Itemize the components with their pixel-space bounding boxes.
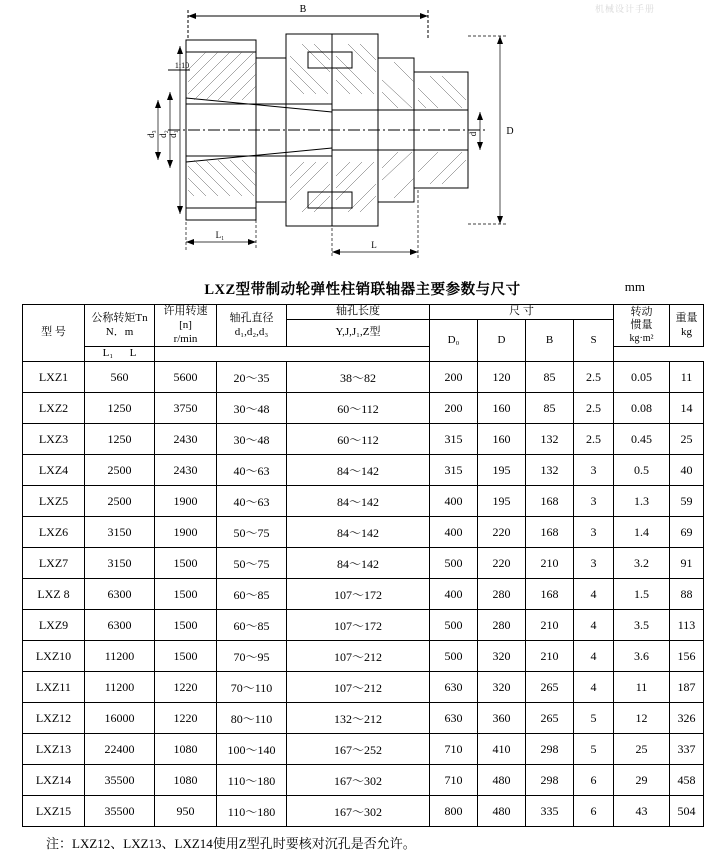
header-bore-dia xyxy=(217,305,287,347)
cell-inertia: 1.4 xyxy=(614,517,670,548)
cell-bore-dia: 40～63 xyxy=(217,455,287,486)
header-inertia xyxy=(614,305,670,347)
table-row xyxy=(23,579,704,610)
header-S: S xyxy=(574,319,614,361)
header-speed-line2: [n] xyxy=(179,318,192,331)
cell-model: LXZ9 xyxy=(23,610,85,641)
cell-speed: 1080 xyxy=(155,765,217,796)
cell-speed: 1220 xyxy=(155,703,217,734)
cell-D: 480 xyxy=(478,796,526,827)
cell-weight: 88 xyxy=(670,579,704,610)
header-model: 型 号 xyxy=(23,305,85,362)
header-inertia-line1: 转动 xyxy=(630,305,653,318)
cell-inertia: 0.5 xyxy=(614,455,670,486)
cell-bore-dia: 60～85 xyxy=(217,610,287,641)
svg-text:d₃: d₃ xyxy=(145,130,156,138)
table-title-row xyxy=(0,274,725,304)
cell-d0: 500 xyxy=(430,610,478,641)
cell-torque: 1250 xyxy=(85,424,155,455)
cell-S: 3 xyxy=(574,517,614,548)
cell-inertia: 29 xyxy=(614,765,670,796)
header-torque-line1: 公称转矩Tn xyxy=(91,311,148,324)
cell-model: LXZ14 xyxy=(23,765,85,796)
cell-inertia: 3.2 xyxy=(614,548,670,579)
cell-B: 210 xyxy=(526,641,574,672)
cell-D: 195 xyxy=(478,486,526,517)
cell-d0: 400 xyxy=(430,517,478,548)
header-bore-type: Y,J,J₁,Z型 xyxy=(287,319,430,347)
header-weight xyxy=(670,305,704,347)
cell-speed: 1900 xyxy=(155,517,217,548)
header-weight-unit: kg xyxy=(681,325,692,338)
cell-model: LXZ11 xyxy=(23,672,85,703)
cell-weight: 458 xyxy=(670,765,704,796)
cell-S: 3 xyxy=(574,548,614,579)
cell-B: 210 xyxy=(526,610,574,641)
cell-bore-len: 167～302 xyxy=(287,796,430,827)
cell-D: 480 xyxy=(478,765,526,796)
svg-text:L₁: L₁ xyxy=(215,230,224,240)
cell-D: 160 xyxy=(478,424,526,455)
cell-S: 4 xyxy=(574,672,614,703)
cell-D: 320 xyxy=(478,641,526,672)
cell-bore-len: 132～212 xyxy=(287,703,430,734)
cell-d0: 500 xyxy=(430,641,478,672)
cell-weight: 326 xyxy=(670,703,704,734)
header-speed xyxy=(155,305,217,347)
cell-B: 168 xyxy=(526,517,574,548)
cell-d0: 710 xyxy=(430,765,478,796)
header-bore-dia-line2: d₁,d₂,d₃ xyxy=(234,325,269,338)
cell-weight: 69 xyxy=(670,517,704,548)
cell-torque: 11200 xyxy=(85,672,155,703)
cell-D: 280 xyxy=(478,610,526,641)
cell-D: 280 xyxy=(478,579,526,610)
header-speed-line3: r/min xyxy=(173,332,198,345)
cell-model: LXZ15 xyxy=(23,796,85,827)
cell-torque: 16000 xyxy=(85,703,155,734)
cell-torque: 35500 xyxy=(85,796,155,827)
cell-weight: 91 xyxy=(670,548,704,579)
cell-torque: 2500 xyxy=(85,486,155,517)
cell-inertia: 1.5 xyxy=(614,579,670,610)
cell-bore-len: 84～142 xyxy=(287,486,430,517)
cell-speed: 2430 xyxy=(155,455,217,486)
svg-text:d₂: d₂ xyxy=(157,130,168,138)
cell-model: LXZ2 xyxy=(23,393,85,424)
cell-model: LXZ3 xyxy=(23,424,85,455)
cell-speed: 1500 xyxy=(155,579,217,610)
cell-torque: 1250 xyxy=(85,393,155,424)
cell-D: 220 xyxy=(478,517,526,548)
coupling-spec-table xyxy=(22,304,704,827)
cell-model: LXZ 8 xyxy=(23,579,85,610)
cell-speed: 950 xyxy=(155,796,217,827)
coupling-drawing-svg xyxy=(128,0,598,268)
table-row xyxy=(23,734,704,765)
cell-B: 210 xyxy=(526,548,574,579)
cell-torque: 22400 xyxy=(85,734,155,765)
cell-torque: 6300 xyxy=(85,610,155,641)
table-row xyxy=(23,455,704,486)
cell-weight: 40 xyxy=(670,455,704,486)
cell-weight: 59 xyxy=(670,486,704,517)
table-row xyxy=(23,548,704,579)
header-L1: L₁ xyxy=(102,347,114,360)
table-header-row-1 xyxy=(23,305,704,320)
cell-d0: 800 xyxy=(430,796,478,827)
header-d0: D₀ xyxy=(430,319,478,361)
svg-text:d: d xyxy=(467,131,478,137)
svg-text:D: D xyxy=(505,126,514,137)
cell-B: 132 xyxy=(526,455,574,486)
header-torque-line2: N．m xyxy=(105,325,134,338)
cell-d0: 710 xyxy=(430,734,478,765)
header-D: D xyxy=(478,319,526,361)
svg-text:L: L xyxy=(370,240,377,250)
header-L1-L xyxy=(85,347,155,362)
cell-weight: 156 xyxy=(670,641,704,672)
cell-S: 3 xyxy=(574,486,614,517)
cell-bore-len: 107～212 xyxy=(287,641,430,672)
table-note: 注：LXZ12、LXZ13、LXZ14使用Z型孔时要核对沉孔是否允许。 xyxy=(46,836,416,851)
table-row xyxy=(23,765,704,796)
cell-S: 4 xyxy=(574,641,614,672)
header-weight-line1: 重量 xyxy=(675,311,698,324)
header-torque xyxy=(85,305,155,347)
cell-bore-dia: 70～95 xyxy=(217,641,287,672)
table-body xyxy=(23,362,704,827)
cell-inertia: 3.6 xyxy=(614,641,670,672)
cell-inertia: 1.3 xyxy=(614,486,670,517)
cell-B: 168 xyxy=(526,579,574,610)
svg-text:d₁: d₁ xyxy=(167,130,178,138)
cell-bore-len: 107～172 xyxy=(287,610,430,641)
cell-bore-dia: 40～63 xyxy=(217,486,287,517)
cell-d0: 500 xyxy=(430,548,478,579)
cell-S: 6 xyxy=(574,796,614,827)
svg-text:1:10: 1:10 xyxy=(174,61,189,70)
header-B: B xyxy=(526,319,574,361)
header-bore-dia-line1: 轴孔直径 xyxy=(229,311,274,324)
cell-d0: 315 xyxy=(430,455,478,486)
cell-model: LXZ5 xyxy=(23,486,85,517)
cell-model: LXZ6 xyxy=(23,517,85,548)
cell-weight: 113 xyxy=(670,610,704,641)
cell-S: 5 xyxy=(574,734,614,765)
cell-bore-dia: 20～35 xyxy=(217,362,287,393)
cell-S: 2.5 xyxy=(574,362,614,393)
cell-bore-dia: 60～85 xyxy=(217,579,287,610)
cell-model: LXZ1 xyxy=(23,362,85,393)
cell-B: 298 xyxy=(526,734,574,765)
spec-table-wrap xyxy=(0,304,725,827)
cell-torque: 3150 xyxy=(85,517,155,548)
cell-bore-dia: 30～48 xyxy=(217,393,287,424)
cell-speed: 1220 xyxy=(155,672,217,703)
cell-S: 6 xyxy=(574,765,614,796)
cell-B: 85 xyxy=(526,393,574,424)
cell-bore-len: 84～142 xyxy=(287,548,430,579)
cell-d0: 630 xyxy=(430,672,478,703)
cell-weight: 187 xyxy=(670,672,704,703)
table-row xyxy=(23,672,704,703)
cell-weight: 25 xyxy=(670,424,704,455)
cell-weight: 11 xyxy=(670,362,704,393)
cell-inertia: 0.05 xyxy=(614,362,670,393)
cell-speed: 1500 xyxy=(155,610,217,641)
cell-D: 195 xyxy=(478,455,526,486)
cell-S: 2.5 xyxy=(574,424,614,455)
cell-d0: 200 xyxy=(430,362,478,393)
cell-torque: 3150 xyxy=(85,548,155,579)
table-row xyxy=(23,393,704,424)
cell-B: 298 xyxy=(526,765,574,796)
table-row xyxy=(23,703,704,734)
cell-torque: 2500 xyxy=(85,455,155,486)
cell-torque: 11200 xyxy=(85,641,155,672)
cell-inertia: 0.08 xyxy=(614,393,670,424)
cell-bore-len: 60～112 xyxy=(287,424,430,455)
cell-weight: 337 xyxy=(670,734,704,765)
cell-D: 410 xyxy=(478,734,526,765)
cell-weight: 14 xyxy=(670,393,704,424)
cell-bore-dia: 80～110 xyxy=(217,703,287,734)
cell-B: 265 xyxy=(526,672,574,703)
cell-model: LXZ13 xyxy=(23,734,85,765)
cell-speed: 3750 xyxy=(155,393,217,424)
cell-d0: 200 xyxy=(430,393,478,424)
cell-weight: 504 xyxy=(670,796,704,827)
table-row xyxy=(23,424,704,455)
svg-text:B: B xyxy=(299,4,306,15)
header-dims: 尺 寸 xyxy=(430,305,614,320)
cell-inertia: 11 xyxy=(614,672,670,703)
cell-speed: 1500 xyxy=(155,548,217,579)
cell-B: 85 xyxy=(526,362,574,393)
cell-d0: 315 xyxy=(430,424,478,455)
cell-S: 4 xyxy=(574,610,614,641)
cell-bore-len: 107～172 xyxy=(287,579,430,610)
cell-bore-dia: 50～75 xyxy=(217,517,287,548)
cell-inertia: 0.45 xyxy=(614,424,670,455)
cell-S: 4 xyxy=(574,579,614,610)
cell-model: LXZ12 xyxy=(23,703,85,734)
cell-d0: 630 xyxy=(430,703,478,734)
header-speed-line1: 许用转速 xyxy=(163,305,208,317)
cell-D: 220 xyxy=(478,548,526,579)
cell-D: 160 xyxy=(478,393,526,424)
header-inertia-line2: 惯量 xyxy=(630,319,653,332)
cell-model: LXZ7 xyxy=(23,548,85,579)
cell-model: LXZ10 xyxy=(23,641,85,672)
cell-bore-dia: 100～140 xyxy=(217,734,287,765)
cell-B: 168 xyxy=(526,486,574,517)
unit-label: mm xyxy=(624,279,645,294)
cell-inertia: 25 xyxy=(614,734,670,765)
cell-B: 265 xyxy=(526,703,574,734)
cell-torque: 560 xyxy=(85,362,155,393)
cell-S: 3 xyxy=(574,455,614,486)
cell-bore-dia: 30～48 xyxy=(217,424,287,455)
cell-bore-len: 84～142 xyxy=(287,517,430,548)
cell-bore-dia: 70～110 xyxy=(217,672,287,703)
cell-S: 2.5 xyxy=(574,393,614,424)
cell-torque: 35500 xyxy=(85,765,155,796)
cell-B: 132 xyxy=(526,424,574,455)
cell-bore-len: 38～82 xyxy=(287,362,430,393)
cell-d0: 400 xyxy=(430,486,478,517)
cell-bore-len: 167～252 xyxy=(287,734,430,765)
cell-bore-dia: 50～75 xyxy=(217,548,287,579)
cell-bore-len: 107～212 xyxy=(287,672,430,703)
cell-B: 335 xyxy=(526,796,574,827)
cell-bore-len: 60～112 xyxy=(287,393,430,424)
cell-d0: 400 xyxy=(430,579,478,610)
table-row xyxy=(23,796,704,827)
cell-D: 360 xyxy=(478,703,526,734)
header-L: L xyxy=(129,347,137,360)
cell-D: 320 xyxy=(478,672,526,703)
cell-bore-len: 167～302 xyxy=(287,765,430,796)
table-row xyxy=(23,517,704,548)
coupling-figure xyxy=(0,0,725,272)
cell-model: LXZ4 xyxy=(23,455,85,486)
cell-torque: 6300 xyxy=(85,579,155,610)
cell-bore-dia: 110～180 xyxy=(217,765,287,796)
header-bore-len: 轴孔长度 xyxy=(287,305,430,320)
cell-speed: 1500 xyxy=(155,641,217,672)
cell-inertia: 3.5 xyxy=(614,610,670,641)
table-row xyxy=(23,641,704,672)
cell-speed: 2430 xyxy=(155,424,217,455)
table-row xyxy=(23,486,704,517)
cell-S: 5 xyxy=(574,703,614,734)
cell-speed: 1080 xyxy=(155,734,217,765)
cell-bore-dia: 110～180 xyxy=(217,796,287,827)
table-title: LXZ型带制动轮弹性柱销联轴器主要参数与尺寸 xyxy=(204,282,521,298)
cell-inertia: 43 xyxy=(614,796,670,827)
header-inertia-unit: kg·m² xyxy=(629,333,654,345)
faint-header-text: 机械设计手册 xyxy=(594,4,655,14)
cell-speed: 1900 xyxy=(155,486,217,517)
cell-inertia: 12 xyxy=(614,703,670,734)
cell-D: 120 xyxy=(478,362,526,393)
cell-bore-len: 84～142 xyxy=(287,455,430,486)
cell-speed: 5600 xyxy=(155,362,217,393)
table-row xyxy=(23,610,704,641)
table-row xyxy=(23,362,704,393)
